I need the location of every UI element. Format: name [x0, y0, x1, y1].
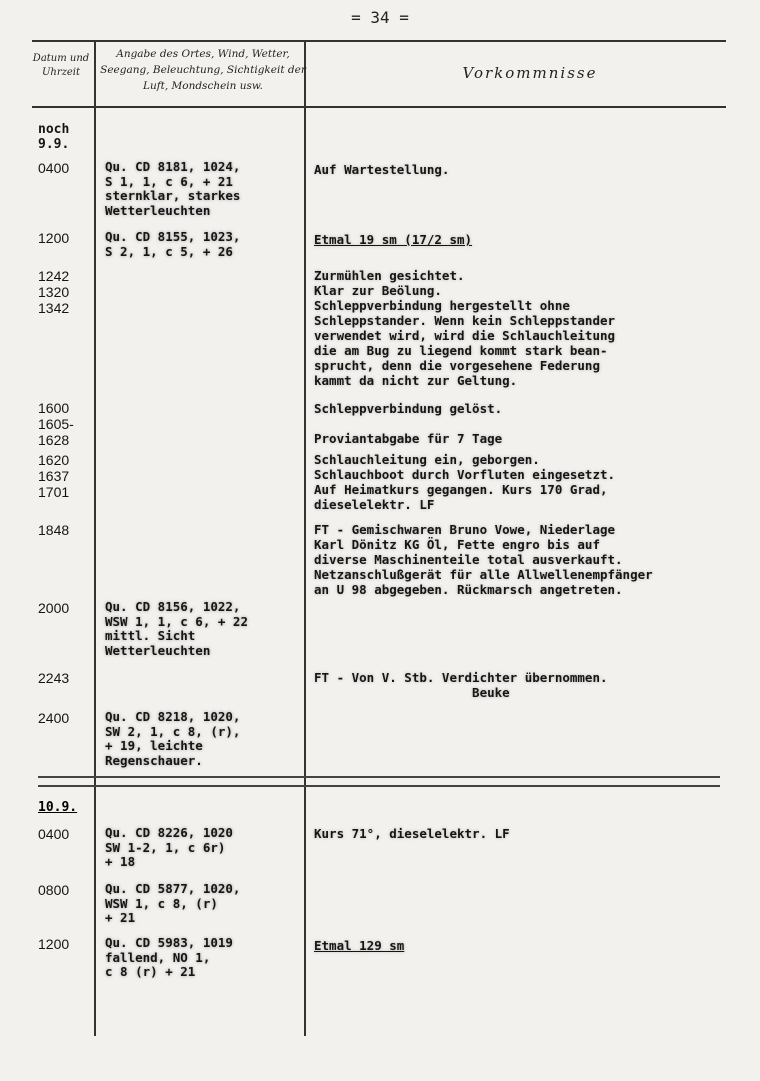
time-cell: 2000 — [38, 600, 70, 616]
time-cell: 2243 — [38, 670, 70, 686]
event-cell: Schlauchleitung ein, geborgen. Schlauchboot durch Vorfluten eingesetzt. Auf Heimatkurs gegangen. Kurs 170 Grad, dieselelektr. LF — [314, 452, 616, 512]
time-cell: 0400 — [38, 160, 70, 176]
day-separator — [38, 785, 720, 787]
time-cell: 1848 — [38, 522, 70, 538]
time-cell: 1620 1637 1701 — [38, 452, 70, 500]
time-cell: 1200 — [38, 230, 70, 246]
event-cell: Kurs 71°, dieselelektr. LF — [314, 826, 510, 841]
page-number: = 34 = — [351, 8, 409, 27]
event-cell: FT - Von V. Stb. Verdichter übernommen. Beuke — [314, 670, 608, 700]
weather-cell: Qu. CD 8181, 1024, S 1, 1, c 6, + 21 sternklar, starkes Wetterleuchten — [105, 159, 241, 218]
time-cell: 1242 1320 1342 — [38, 268, 70, 316]
date-label-2: 10.9. — [38, 800, 78, 815]
column-divider-1 — [94, 40, 96, 1036]
event-cell: FT - Gemischwaren Bruno Vowe, Niederlage Karl Dönitz KG Öl, Fette engro bis auf diverse Maschinenteile total ausverkauft. Netzanschlußgerät für alle Allwellenempfänger an U 98 abgegeben. Rückmarsch angetreten. — [314, 522, 653, 597]
event-cell: Etmal 129 sm — [314, 938, 405, 953]
time-cell: 0800 — [38, 882, 70, 898]
table-top-border — [32, 40, 726, 42]
header-events: Vorkommnisse — [462, 64, 598, 82]
time-cell: 2400 — [38, 710, 70, 726]
header-location-weather: Angabe des Ortes, Wind, Wetter, Seegang, Beleuchtung, Sichtigkeit der Luft, Mondschein usw. — [100, 48, 306, 92]
date-label-1: noch 9.9. — [38, 122, 70, 152]
weather-cell: Qu. CD 5877, 1020, WSW 1, c 8, (r) + 21 — [105, 881, 241, 925]
weather-cell: Qu. CD 8156, 1022, WSW 1, 1, c 6, + 22 mittl. Sicht Wetterleuchten — [105, 599, 248, 658]
time-cell: 1200 — [38, 936, 70, 952]
weather-cell: Qu. CD 8226, 1020 SW 1-2, 1, c 6r) + 18 — [105, 825, 233, 869]
event-cell: Schleppverbindung gelöst. Proviantabgabe für 7 Tage — [314, 401, 503, 446]
weather-cell: Qu. CD 8218, 1020, SW 2, 1, c 8, (r), + 19, leichte Regenschauer. — [105, 709, 241, 768]
event-cell: Auf Wartestellung. — [314, 162, 450, 177]
header-date-time: Datum und Uhrzeit — [32, 53, 90, 78]
event-cell: Etmal 19 sm (17/2 sm) — [314, 232, 473, 247]
day-separator — [38, 776, 720, 778]
header-bottom-border — [32, 106, 726, 108]
time-cell: 0400 — [38, 826, 70, 842]
weather-cell: Qu. CD 5983, 1019 fallend, NO 1, c 8 (r) + 21 — [105, 935, 233, 979]
time-cell: 1600 1605- 1628 — [38, 400, 74, 448]
event-cell: Zurmühlen gesichtet. Klar zur Beölung. Schleppverbindung hergestellt ohne Schleppstander. Wenn kein Schleppstander verwendet wird, wird die Schlauchleitung die am Bug zu liegend kommt stark bean- sprucht, denn die vorgesehene Federung kammt da nicht zur Geltung. — [314, 268, 616, 388]
weather-cell: Qu. CD 8155, 1023, S 2, 1, c 5, + 26 — [105, 229, 241, 259]
